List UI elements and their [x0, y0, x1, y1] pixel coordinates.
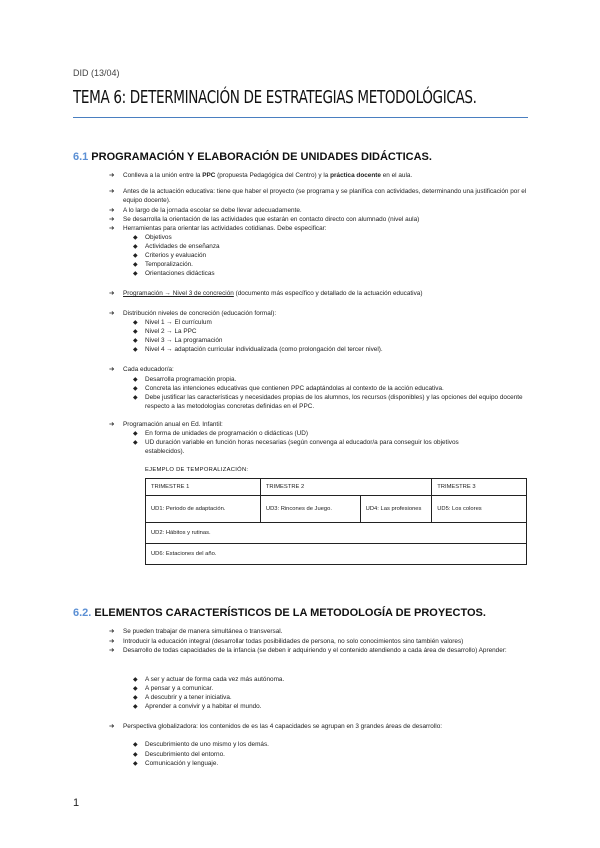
diamond-icon: ◆ — [133, 252, 138, 259]
section-title: ELEMENTOS CARACTERÍSTICOS DE LA METODOLOGÍA DE PROYECTOS. — [94, 607, 486, 619]
table-row — [146, 496, 527, 523]
sub-bullet: ◆ Concreta las intenciones educativas que contienen PPC adaptándolas al contexto de la acción educativa. — [133, 385, 444, 392]
sub-bullet: ◆ Nivel 1 → El currículum — [133, 319, 212, 326]
table-cell: UD1: Periodo de adaptación. — [146, 496, 261, 523]
bullet-item: ➔ Herramientas para orientar las actividades cotidianas. Debe especificar: — [109, 225, 327, 232]
arrow-icon: ➔ — [109, 421, 115, 428]
arrow-icon: ➔ — [109, 638, 115, 645]
bullet-item: ➔ Desarrollo de todas capacidades de la infancia (se deben ir adquiriendo y el contenido atendiendo a cada área de desarrollo) Aprender: — [109, 647, 507, 654]
bullet-item: ➔ Se desarrolla la orientación de las actividades que estarán en contacto directo con alumnado (nivel aula) — [109, 216, 420, 223]
arrow-icon: ➔ — [109, 290, 115, 297]
sub-bullet: ◆ Comunicación y lenguaje. — [133, 760, 219, 767]
course-header: DID (13/04) — [73, 68, 120, 78]
diamond-icon: ◆ — [133, 439, 138, 446]
arrow-icon: ➔ — [109, 225, 115, 232]
bullet-item: ➔ Antes de la actuación educativa: tiene que haber el proyecto (se programa y se planifica con actividades, determinando una justificación por el equipo docente). — [109, 188, 527, 204]
bullet-item: ➔ Programación anual en Ed. Infantil: — [109, 421, 223, 428]
table-cell: UD3: Rincones de Juego. — [260, 496, 360, 523]
sub-bullet: ◆ Descubrimiento de uno mismo y los demás. — [133, 741, 269, 748]
diamond-icon: ◆ — [133, 346, 138, 353]
sub-bullet: ◆ Debe justificar las características y necesidades propias de los alumnos, los recursos (disponibles) y las opciones del equipo docente respecto a las metodologías concretas definidas en el PPC. — [133, 394, 523, 410]
sub-bullet: ◆ Actividades de enseñanza — [133, 243, 220, 250]
arrow-icon: ➔ — [109, 216, 115, 223]
arrow-icon: ➔ — [109, 188, 115, 195]
diamond-icon: ◆ — [133, 685, 138, 692]
sub-bullet: ◆ Nivel 2 → La PPC — [133, 328, 197, 335]
diamond-icon: ◆ — [133, 319, 138, 326]
diamond-icon: ◆ — [133, 376, 138, 383]
bullet-item: ➔ Programación → Nivel 3 de concreción (documento más específico y detallado de la actuación educativa) — [109, 290, 423, 297]
title-divider — [73, 117, 528, 118]
diamond-icon: ◆ — [133, 741, 138, 748]
bullet-item: ➔ Conlleva a la unión entre la PPC (propuesta Pedagógica del Centro) y la práctica docente en el aula. — [109, 172, 413, 179]
arrow-icon: ➔ — [109, 628, 115, 635]
arrow-icon: ➔ — [109, 647, 115, 654]
diamond-icon: ◆ — [133, 394, 138, 401]
table-header-cell: TRIMESTRE 2 — [260, 479, 431, 496]
table-row — [146, 523, 527, 544]
section-number: 6.2. — [73, 607, 92, 619]
bullet-item: ➔ Perspectiva globalizadora: los contenidos de es las 4 capacidades se agrupan en 3 grandes áreas de desarrollo: — [109, 723, 443, 730]
diamond-icon: ◆ — [133, 676, 138, 683]
diamond-icon: ◆ — [133, 270, 138, 277]
sub-bullet: ◆ A descubrir y a tener iniciativa. — [133, 694, 232, 701]
diamond-icon: ◆ — [133, 430, 138, 437]
sub-bullet: ◆ Temporalización. — [133, 261, 193, 268]
sub-bullet: ◆ Desarrolla programación propia. — [133, 376, 237, 383]
arrow-icon: ➔ — [109, 366, 115, 373]
sub-bullet: ◆ A pensar y a comunicar. — [133, 685, 214, 692]
table-cell: UD2: Hábitos y rutinas. — [146, 523, 527, 544]
table-caption: EJEMPLO DE TEMPORALIZACIÓN: — [145, 467, 249, 473]
diamond-icon: ◆ — [133, 385, 138, 392]
sub-bullet: ◆ Nivel 3 → La programación — [133, 337, 223, 344]
arrow-icon: ➔ — [109, 723, 115, 730]
sub-bullet: ◆ Descubrimiento del entorno. — [133, 751, 225, 758]
sub-bullet: ◆ Criterios y evaluación — [133, 252, 207, 259]
page-title: TEMA 6: DETERMINACIÓN DE ESTRATEGIAS METODOLÓGICAS. — [73, 88, 477, 108]
sub-bullet: ◆ Objetivos — [133, 234, 172, 241]
arrow-icon: ➔ — [109, 172, 115, 179]
section-heading-6-2 — [73, 607, 486, 619]
table-row — [146, 544, 527, 565]
diamond-icon: ◆ — [133, 694, 138, 701]
table-cell: UD4: Las profesiones — [360, 496, 432, 523]
bullet-item: ➔ Distribución niveles de concreción (educación formal): — [109, 310, 277, 317]
diamond-icon: ◆ — [133, 751, 138, 758]
bullet-item: ➔ Introducir la educación integral (desarrollar todas posibilidades de persona, no solo conocimientos sino también valores) — [109, 638, 464, 645]
section-title: PROGRAMACIÓN Y ELABORACIÓN DE UNIDADES DIDÁCTICAS. — [91, 151, 432, 163]
sub-bullet: ◆ Aprender a convivir y a habitar el mundo. — [133, 703, 262, 710]
sub-bullet: ◆ En forma de unidades de programación o didácticas (UD) — [133, 430, 309, 437]
table-row — [146, 479, 527, 496]
diamond-icon: ◆ — [133, 243, 138, 250]
diamond-icon: ◆ — [133, 261, 138, 268]
arrow-icon: ➔ — [109, 207, 115, 214]
diamond-icon: ◆ — [133, 703, 138, 710]
diamond-icon: ◆ — [133, 234, 138, 241]
diamond-icon: ◆ — [133, 328, 138, 335]
sub-bullet: ◆ Nivel 4 → adaptación curricular individualizada (como prolongación del tercer nivel). — [133, 346, 383, 353]
table-cell: UD6: Estaciones del año. — [146, 544, 527, 565]
section-number: 6.1 — [73, 151, 89, 163]
bullet-item: ➔ A lo largo de la jornada escolar se debe llevar adecuadamente. — [109, 207, 302, 214]
table-header-cell: TRIMESTRE 1 — [146, 479, 261, 496]
sub-bullet: ◆ Orientaciones didácticas — [133, 270, 215, 277]
arrow-icon: ➔ — [109, 310, 115, 317]
table-header-cell: TRIMESTRE 3 — [432, 479, 527, 496]
table-cell: UD5: Los colores — [432, 496, 527, 523]
diamond-icon: ◆ — [133, 337, 138, 344]
bullet-item: ➔ Cada educador/a: — [109, 366, 174, 373]
bullet-item: ➔ Se pueden trabajar de manera simultánea o transversal. — [109, 628, 283, 635]
sub-bullet: ◆ A ser y actuar de forma cada vez más autónoma. — [133, 676, 285, 683]
diamond-icon: ◆ — [133, 760, 138, 767]
temporalization-table — [145, 478, 527, 565]
sub-bullet: ◆ UD duración variable en función horas necesarias (según convenga al educador/a para conseguir los objetivos establecidos). — [133, 439, 459, 455]
section-heading-6-1 — [73, 151, 432, 163]
page-number: 1 — [73, 797, 80, 809]
